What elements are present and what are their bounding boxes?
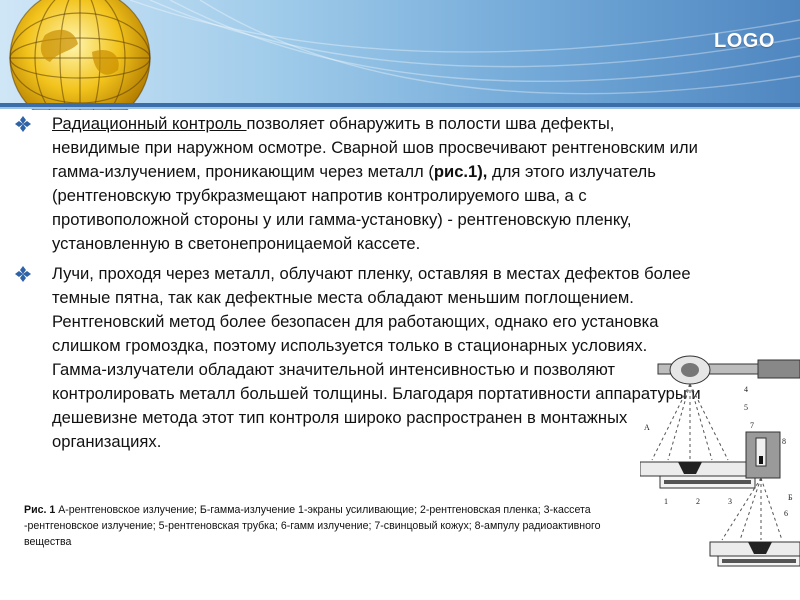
globe-icon xyxy=(0,0,160,110)
bullet1-text-part1: позволяет обнаружить в полости шва дефекты, невидимые при наружном осмотре. Сварной шов просвечивают рентгеновским или гамма-излучением, проникающим через металл ( xyxy=(52,114,698,181)
callout-8: 8 xyxy=(782,437,786,446)
callout-2: 2 xyxy=(696,497,700,506)
diamond-bullet-icon xyxy=(14,115,32,133)
diamond-bullet-icon xyxy=(14,265,32,283)
callout-5: 5 xyxy=(744,403,748,412)
callout-4: 4 xyxy=(744,385,748,394)
callout-7: 7 xyxy=(750,421,754,430)
caption-text: А-рентгеновское излучение; Б-гамма-излучение 1-экраны усиливающие; 2-рентгеновская пленка; 3-кассета -рентгеновское излучение; 5-рентгеновская трубка; 6-гамм излучение; 7-свинцовый кожух; 8-ампулу радиоактивного вещества xyxy=(24,504,601,548)
content-list xyxy=(14,112,704,460)
gamma-source-diagram xyxy=(710,432,800,566)
callout-3: 3 xyxy=(728,497,732,506)
callout-1: 1 xyxy=(664,497,668,506)
bullet2-text: Лучи, проходя через металл, облучают пленку, оставляя в местах дефектов более темные пятна, так как дефектные места обладают меньшим поглощением. Рентгеновский метод более безопасен для работающих, однако его установка слишком громоздка, поэтому используется только в стационарных условиях. Гамма-излучатели обладают значительной интенсивностью и позволяют контролировать металл большей толщины. Благодаря портативности аппаратуры и дешевизне метода этот тип контроля широко распространен в монтажных организациях. xyxy=(52,264,701,451)
callout-6: 6 xyxy=(784,509,788,518)
label-b: Б xyxy=(788,493,793,502)
bullet-rays-through-metal xyxy=(14,262,704,454)
logo: LOGO xyxy=(714,30,775,52)
term-radiation-control: Радиационный контроль xyxy=(52,114,247,133)
radiography-diagram xyxy=(640,340,800,600)
figure-reference: рис.1), xyxy=(433,162,488,181)
label-a: А xyxy=(644,423,650,432)
caption-label: Рис. 1 xyxy=(24,504,56,516)
slide-header xyxy=(0,0,800,103)
bullet-radiation-control xyxy=(14,112,704,256)
figure-caption xyxy=(24,502,634,550)
header-rule-light xyxy=(0,107,800,109)
bullet1-text-part2: для этого излучатель (рентгеновскую трубкразмещают напротив контролируемого шва, а с противоположной стороны у или гамма-установку) - рентгеновскую пленку, установленную в светонепроницаемой кассете. xyxy=(52,162,656,253)
